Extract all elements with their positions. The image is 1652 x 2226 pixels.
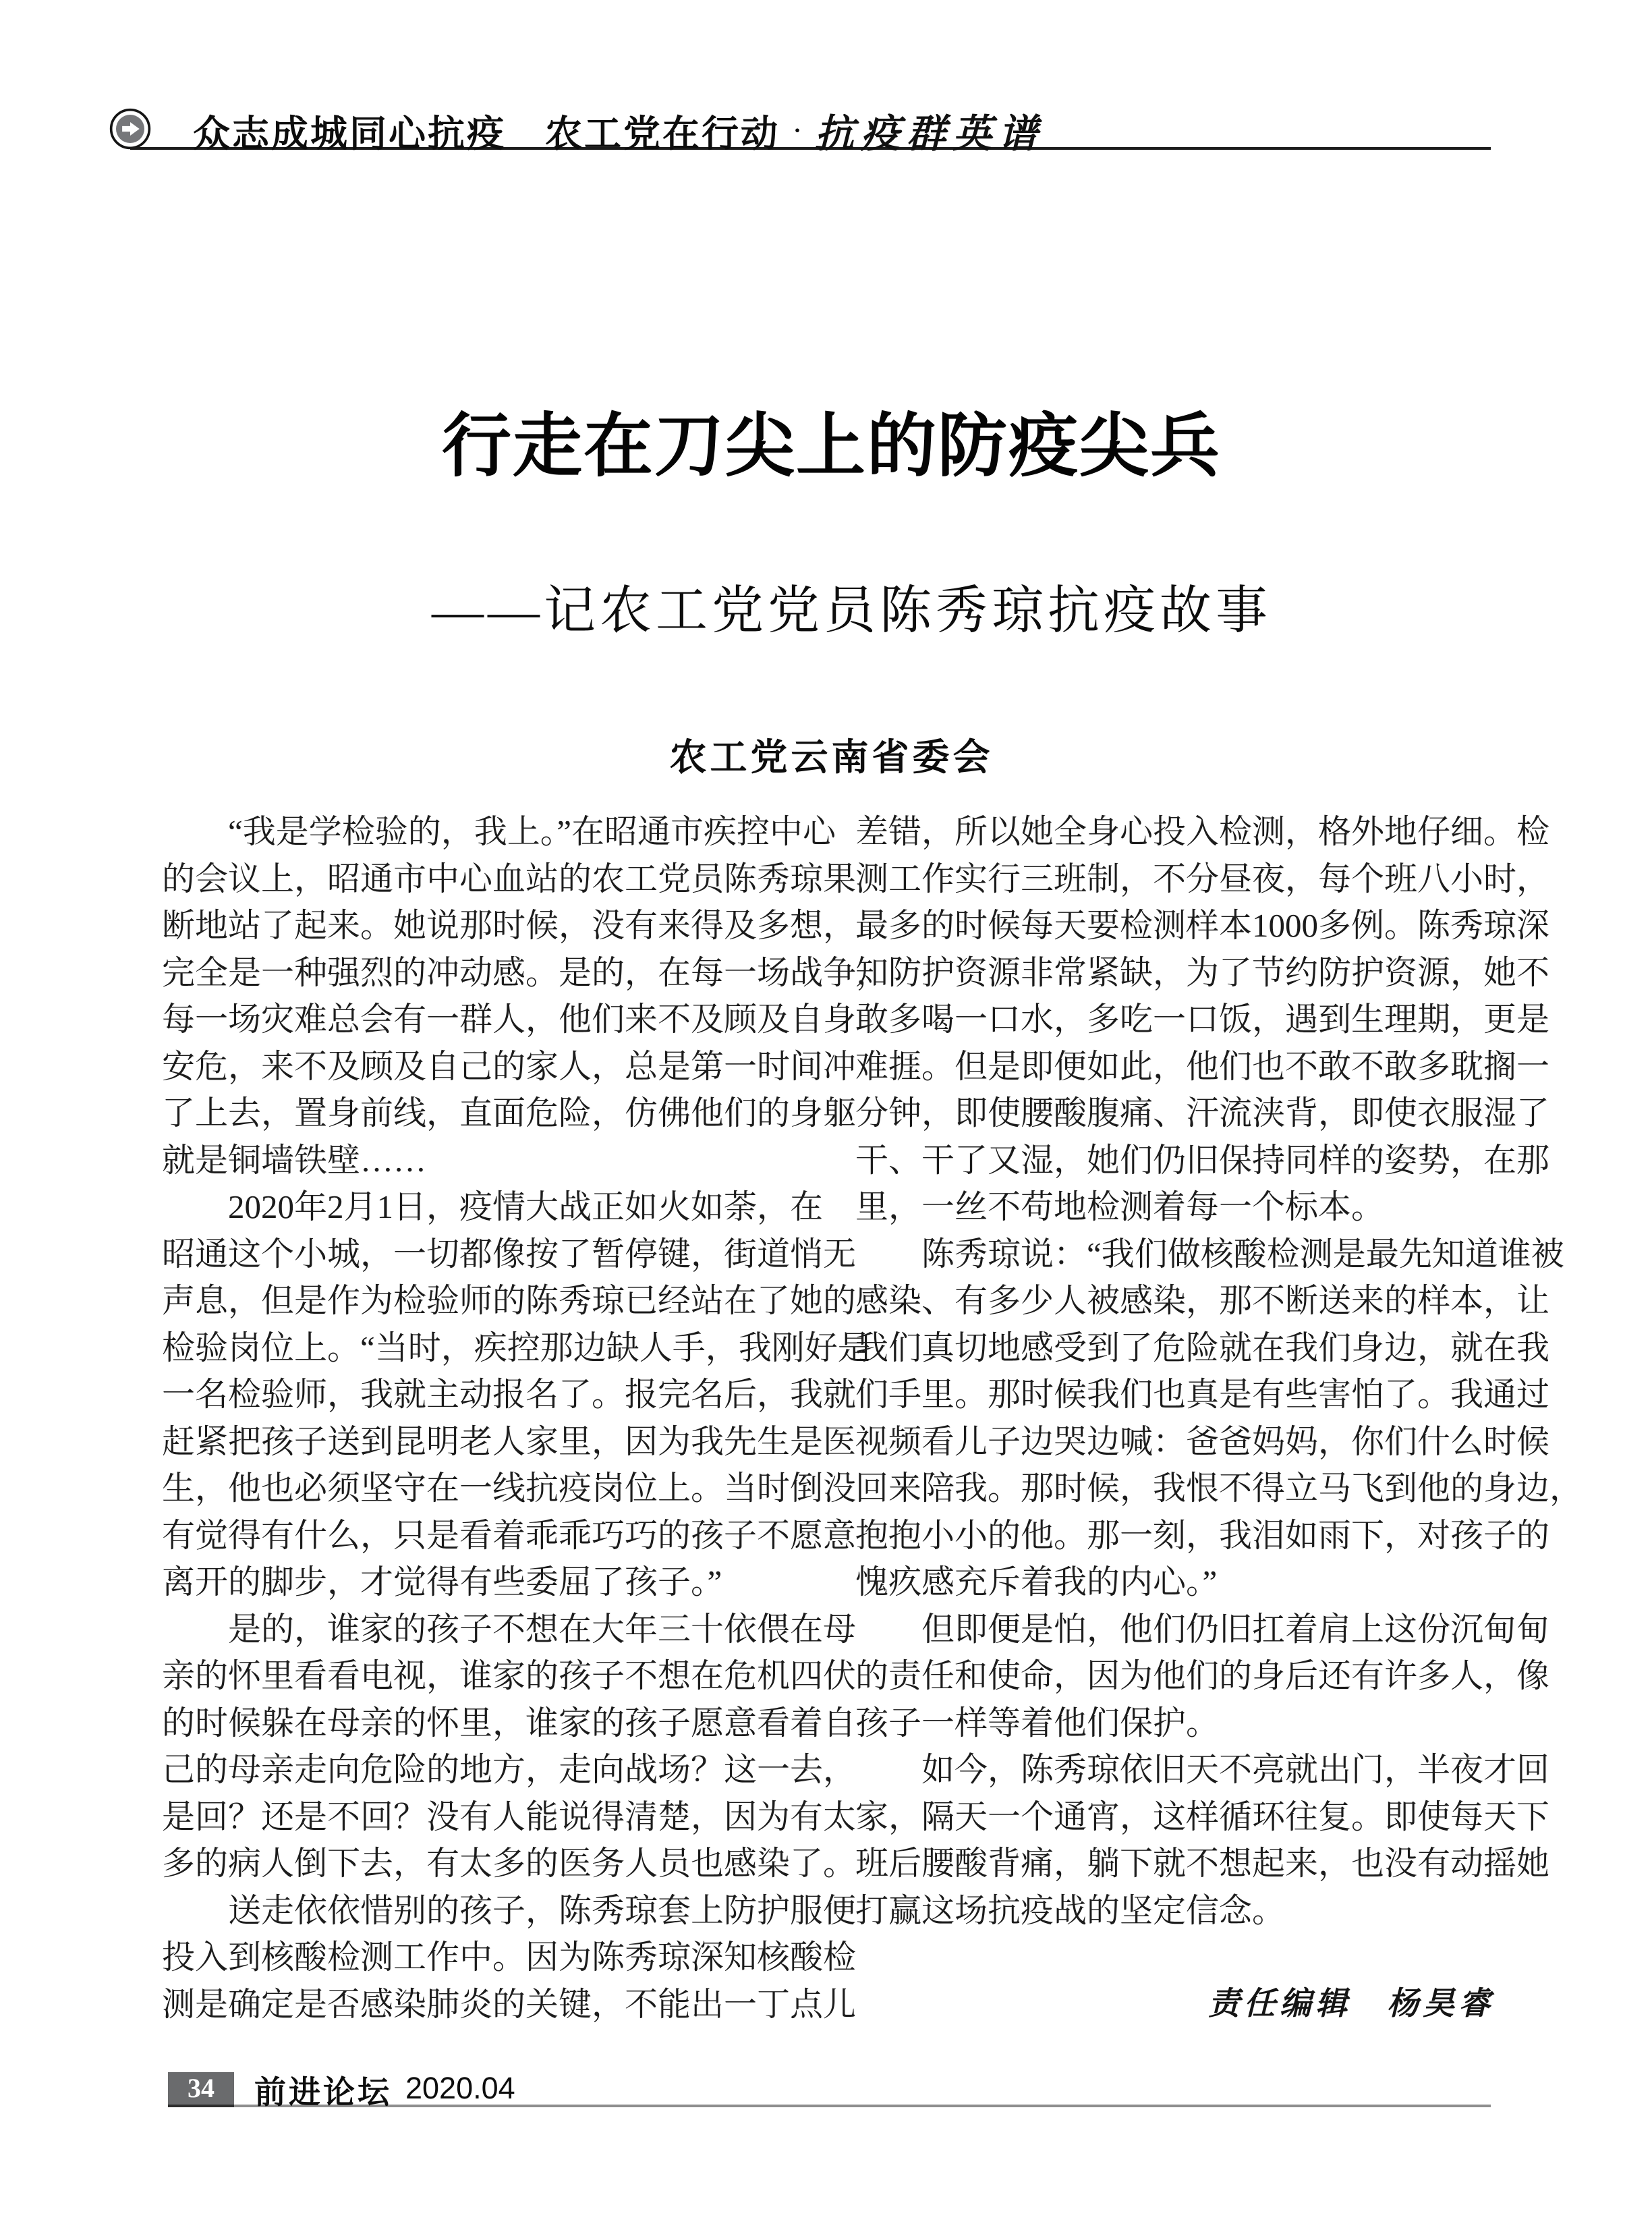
text-line: 差错，所以她全身心投入检测，格外地仔细。检 [855, 813, 1550, 850]
text-line: 家，隔天一个通宵，这样循环往复。即使每天下 [855, 1798, 1550, 1835]
text-line: 们手里。那时候我们也真是有些害怕了。我通过 [855, 1376, 1550, 1413]
text-line: 如今，陈秀琼依旧天不亮就出门，半夜才回 [855, 1751, 1550, 1788]
text-line: 昭通这个小城，一切都像按了暂停键，街道悄无 [162, 1235, 857, 1273]
text-line: 打赢这场抗疫战的坚定信念。 [855, 1891, 1286, 1929]
header-column-name: 抗疫群英谱 [815, 112, 1045, 156]
text-line: 班后腰酸背痛，躺下就不想起来，也没有动摇她 [855, 1845, 1550, 1882]
paragraph [162, 1184, 871, 1606]
text-line: 就是铜墙铁壁…… [162, 1141, 427, 1179]
journal-issue: 2020.04 [405, 2071, 515, 2105]
text-line: “我是学检验的，我上。”在昭通市疾控中心 [162, 813, 836, 850]
page-number-badge: 34 [168, 2072, 234, 2105]
text-line: 己的母亲走向危险的地方，走向战场？这一去， [162, 1751, 857, 1788]
text-line: 知防护资源非常紧缺，为了节约防护资源，她不 [855, 953, 1550, 991]
text-line: 但即便是怕，他们仍旧扛着肩上这份沉甸甸 [855, 1610, 1550, 1648]
text-line: 是的，谁家的孩子不想在大年三十依偎在母 [162, 1610, 857, 1648]
text-line: 安危，来不及顾及自己的家人，总是第一时间冲 [162, 1047, 857, 1085]
header-banner-title: 众志成城同心抗疫 农工党在行动 [193, 112, 780, 155]
paragraph [855, 1746, 1550, 1934]
text-line: 难捱。但是即便如此，他们也不敢不敢多耽搁一 [855, 1047, 1550, 1085]
right-text-column [855, 808, 1583, 2028]
left-text-column [162, 808, 890, 2028]
header-separator-dot: · [792, 112, 803, 148]
text-line: 送走依依惜别的孩子，陈秀琼套上防护服便 [162, 1891, 857, 1929]
paragraph [855, 808, 1550, 1231]
text-line: 测是确定是否感染肺炎的关键，不能出一丁点儿 [162, 1985, 857, 2023]
article-author: 农工党云南省委会 [669, 736, 994, 778]
text-line: 完全是一种强烈的冲动感。是的，在每一场战争， [162, 953, 890, 991]
journal-name: 前进论坛 [254, 2076, 392, 2111]
text-line: 有觉得有什么，只是看着乖乖巧巧的孩子不愿意 [162, 1516, 857, 1554]
text-line: 回来陪我。那时候，我恨不得立马飞到他的身边， [855, 1470, 1583, 1507]
text-line: 2020年2月1日，疫情大战正如火如荼，在 [162, 1188, 824, 1225]
text-line: 分钟，即使腰酸腹痛、汗流浃背，即使衣服湿了 [855, 1094, 1550, 1132]
editor-credit: 责任编辑 杨昊睿 [1208, 1986, 1494, 2022]
footer-rule-dark-segment [168, 2105, 234, 2107]
text-line: 愧疚感充斥着我的内心。” [855, 1563, 1218, 1601]
text-line: 离开的脚步，才觉得有些委屈了孩子。” [162, 1563, 722, 1601]
text-line: 检验岗位上。“当时，疾控那边缺人手，我刚好是 [162, 1329, 871, 1366]
text-line: 抱抱小小的他。那一刻，我泪如雨下，对孩子的 [855, 1516, 1550, 1554]
header-banner [193, 107, 1044, 154]
text-line: 的时候躲在母亲的怀里，谁家的孩子愿意看着自 [162, 1704, 857, 1742]
text-line: 每一场灾难总会有一群人，他们来不及顾及自身 [162, 1001, 857, 1038]
text-line: 一名检验师，我就主动报名了。报完名后，我就 [162, 1376, 857, 1413]
article-subtitle: ——记农工党党员陈秀琼抗疫故事 [432, 582, 1272, 640]
paragraph [855, 1606, 1550, 1747]
right-arrow-in-circle-icon [109, 107, 152, 150]
text-line: 断地站了起来。她说那时候，没有来得及多想， [162, 907, 857, 944]
text-line: 感染、有多少人被感染，那不断送来的样本，让 [855, 1282, 1550, 1319]
text-line: 视频看儿子边哭边喊：爸爸妈妈，你们什么时候 [855, 1422, 1550, 1460]
text-line: 测工作实行三班制，不分昼夜，每个班八小时， [855, 860, 1550, 897]
text-line: 孩子一样等着他们保护。 [855, 1704, 1220, 1742]
paragraph [162, 1606, 857, 1887]
paragraph [162, 808, 890, 1184]
text-line: 敢多喝一口水，多吃一口饭，遇到生理期，更是 [855, 1001, 1550, 1038]
text-line: 最多的时候每天要检测样本1000多例。陈秀琼深 [855, 907, 1550, 944]
paragraph [855, 1231, 1583, 1606]
text-line: 亲的怀里看看电视，谁家的孩子不想在危机四伏 [162, 1657, 857, 1694]
article-title: 行走在刀尖上的防疫尖兵 [442, 407, 1221, 484]
text-line: 多的病人倒下去，有太多的医务人员也感染了。 [162, 1845, 857, 1882]
text-line: 陈秀琼说：“我们做核酸检测是最先知道谁被 [855, 1235, 1564, 1273]
text-line: 我们真切地感受到了危险就在我们身边，就在我 [855, 1329, 1550, 1366]
text-line: 赶紧把孩子送到昆明老人家里，因为我先生是医 [162, 1422, 857, 1460]
text-line: 了上去，置身前线，直面危险，仿佛他们的身躯 [162, 1094, 857, 1132]
paragraph [162, 1887, 857, 2028]
text-line: 干、干了又湿，她们仍旧保持同样的姿势，在那 [855, 1141, 1550, 1179]
text-line: 的责任和使命，因为他们的身后还有许多人，像 [855, 1657, 1550, 1694]
text-line: 生，他也必须坚守在一线抗疫岗位上。当时倒没 [162, 1470, 857, 1507]
text-line: 声息，但是作为检验师的陈秀琼已经站在了她的 [162, 1282, 857, 1319]
text-line: 的会议上，昭通市中心血站的农工党员陈秀琼果 [162, 860, 857, 897]
text-line: 里，一丝不苟地检测着每一个标本。 [855, 1188, 1385, 1225]
text-line: 投入到核酸检测工作中。因为陈秀琼深知核酸检 [162, 1939, 857, 1976]
text-line: 是回？还是不回？没有人能说得清楚，因为有太 [162, 1798, 857, 1835]
